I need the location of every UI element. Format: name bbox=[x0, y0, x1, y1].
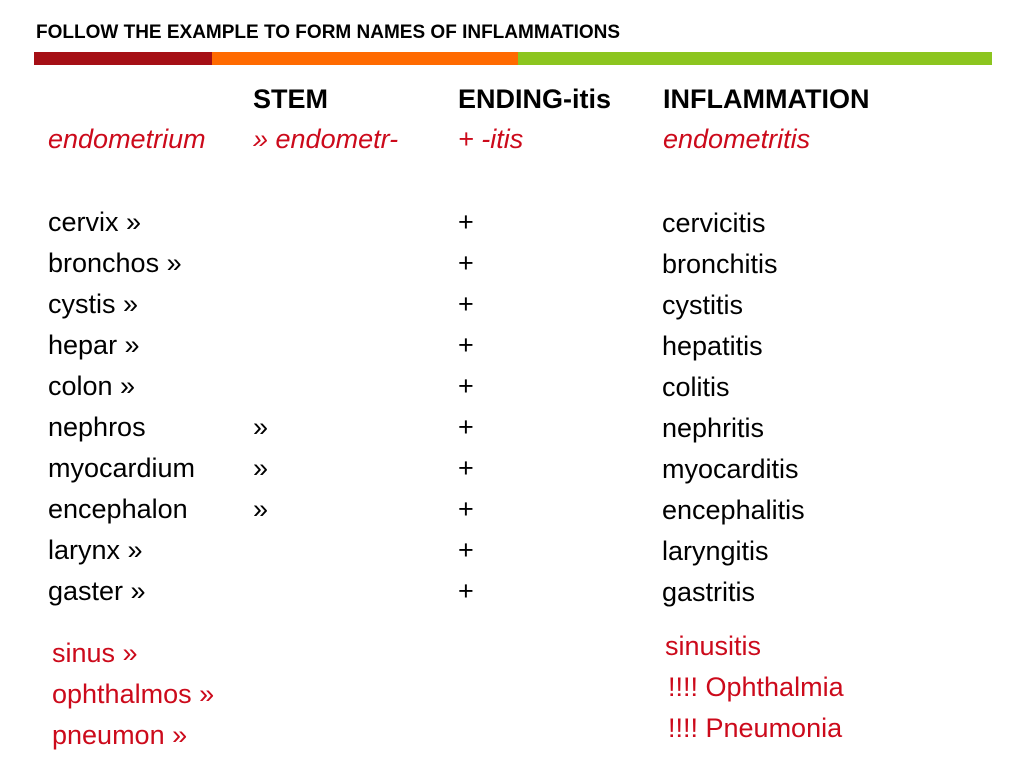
row-plus: + bbox=[458, 535, 474, 565]
example-ending: + -itis bbox=[458, 124, 524, 154]
extra-result: !!!! Pneumonia bbox=[668, 713, 843, 743]
row-result: hepatitis bbox=[662, 331, 763, 361]
row-word: encephalon bbox=[48, 494, 188, 524]
row-plus: + bbox=[458, 576, 474, 606]
row-result: myocarditis bbox=[662, 454, 799, 484]
row-result: laryngitis bbox=[662, 536, 769, 566]
extra-result: sinusitis bbox=[665, 631, 762, 661]
row-stem-arrow: » bbox=[253, 453, 269, 483]
row-word: cervix » bbox=[48, 207, 142, 237]
extra-word: pneumon » bbox=[52, 720, 188, 750]
row-stem-arrow: » bbox=[253, 412, 269, 442]
row-plus: + bbox=[458, 330, 474, 360]
row-plus: + bbox=[458, 248, 474, 278]
example-word: endometrium bbox=[48, 124, 206, 154]
extra-word: sinus » bbox=[52, 638, 138, 668]
row-word: nephros bbox=[48, 412, 146, 442]
extra-word: ophthalmos » bbox=[52, 679, 215, 709]
row-plus: + bbox=[458, 453, 474, 483]
row-plus: + bbox=[458, 494, 474, 524]
row-result: nephritis bbox=[662, 413, 765, 443]
row-word: myocardium bbox=[48, 453, 196, 483]
row-word: hepar » bbox=[48, 330, 140, 360]
row-stem-arrow: » bbox=[253, 494, 269, 524]
row-plus: + bbox=[458, 412, 474, 442]
row-result: encephalitis bbox=[662, 495, 805, 525]
row-word: cystis » bbox=[48, 289, 139, 319]
row-word: colon » bbox=[48, 371, 136, 401]
row-plus: + bbox=[458, 207, 474, 237]
header-stem: STEM bbox=[253, 84, 329, 114]
header-inflammation: INFLAMMATION bbox=[663, 84, 870, 114]
row-result: colitis bbox=[662, 372, 730, 402]
row-result: bronchitis bbox=[662, 249, 778, 279]
row-word: gaster » bbox=[48, 576, 146, 606]
slide-title: FOLLOW THE EXAMPLE TO FORM NAMES OF INFLAMMATIONS bbox=[36, 22, 621, 43]
title-underline-orange bbox=[212, 52, 518, 65]
title-underline-green bbox=[518, 52, 992, 65]
extra-result: !!!! Ophthalmia bbox=[668, 672, 844, 702]
row-result: cystitis bbox=[662, 290, 743, 320]
example-result: endometritis bbox=[663, 124, 811, 154]
row-plus: + bbox=[458, 371, 474, 401]
title-underline-red bbox=[34, 52, 212, 65]
row-result: cervicitis bbox=[662, 208, 766, 238]
row-word: bronchos » bbox=[48, 248, 182, 278]
header-ending: ENDING-itis bbox=[458, 84, 612, 114]
row-plus: + bbox=[458, 289, 474, 319]
row-result: gastritis bbox=[662, 577, 756, 607]
example-stem: » endometr- bbox=[253, 124, 399, 154]
row-word: larynx » bbox=[48, 535, 143, 565]
